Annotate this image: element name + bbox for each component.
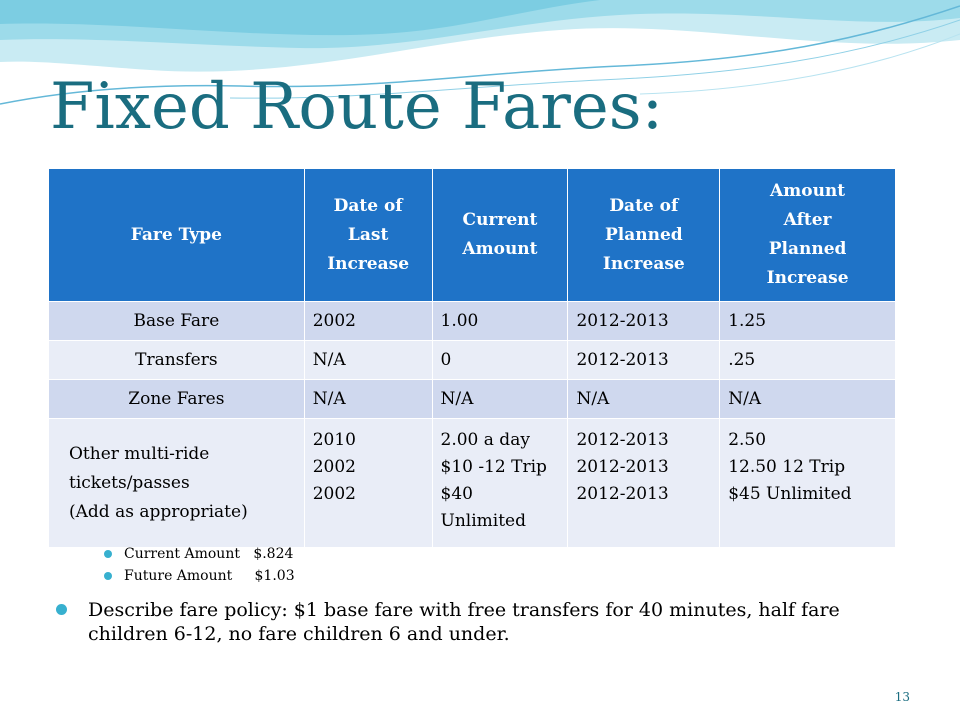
cell-amount-after: .25 <box>720 341 896 380</box>
table-row <box>49 419 896 548</box>
header-current-amount: Current Amount <box>432 169 568 302</box>
cell-planned-increase: 2012-2013 2012-2013 2012-2013 <box>568 419 720 548</box>
cell-fare-type: Other multi-ride tickets/passes (Add as appropriate) <box>49 419 305 548</box>
cell-planned-increase: N/A <box>568 380 720 419</box>
bullet-list <box>52 540 922 646</box>
header-date-planned-increase: Date of Planned Increase <box>568 169 720 302</box>
sub-bullet-future-amount: Future Amount $1.03 <box>104 568 960 584</box>
header-date-last-increase: Date of Last Increase <box>304 169 432 302</box>
cell-fare-type: Transfers <box>49 341 305 380</box>
table-header-row <box>49 169 896 302</box>
cell-amount-after: N/A <box>720 380 896 419</box>
table-row <box>49 302 896 341</box>
header-fare-type: Fare Type <box>49 169 305 302</box>
slide-title: Fixed Route Fares: <box>50 70 664 144</box>
cell-last-increase: 2002 <box>304 302 432 341</box>
cell-planned-increase: 2012-2013 <box>568 341 720 380</box>
bullet-dot-icon <box>104 572 112 580</box>
fare-policy-bullet: Describe fare policy: $1 base fare with free transfers for 40 minutes, half fare children 6-12, no fare children 6 and under. <box>52 598 922 646</box>
cell-fare-type: Base Fare <box>49 302 305 341</box>
fares-table <box>48 168 896 548</box>
cell-current-amount: N/A <box>432 380 568 419</box>
cell-last-increase: N/A <box>304 341 432 380</box>
cell-planned-increase: 2012-2013 <box>568 302 720 341</box>
bullet-dot-icon <box>56 604 67 615</box>
cell-current-amount: 1.00 <box>432 302 568 341</box>
cell-last-increase: 2010 2002 2002 <box>304 419 432 548</box>
cell-last-increase: N/A <box>304 380 432 419</box>
table-row <box>49 341 896 380</box>
bullet-dot-icon <box>104 550 112 558</box>
cell-current-amount: 0 <box>432 341 568 380</box>
page-number: 13 <box>894 690 910 704</box>
sub-bullet-current-amount: Current Amount $.824 <box>104 546 960 562</box>
header-amount-after-increase: Amount After Planned Increase <box>720 169 896 302</box>
cell-fare-type: Zone Fares <box>49 380 305 419</box>
table-row <box>49 380 896 419</box>
cell-amount-after: 1.25 <box>720 302 896 341</box>
cell-amount-after: 2.50 12.50 12 Trip $45 Unlimited <box>720 419 896 548</box>
cell-current-amount: 2.00 a day $10 -12 Trip $40 Unlimited <box>432 419 568 548</box>
